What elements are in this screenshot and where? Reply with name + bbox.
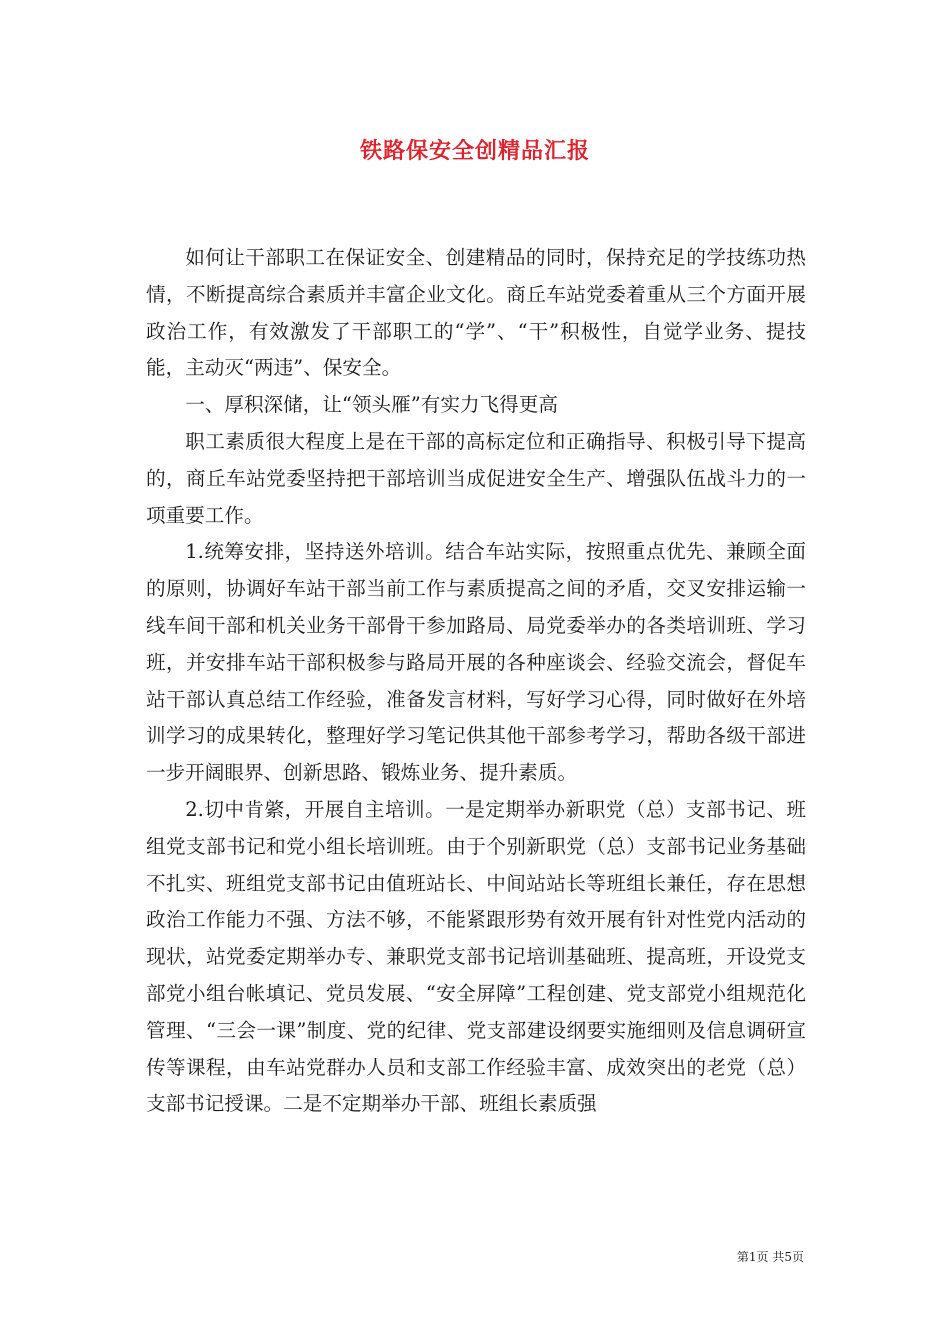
paragraph-item-1: 1.统筹安排，坚持送外培训。结合车站实际，按照重点优先、兼顾全面的原则，协调好车站干部当前工作与素质提高之间的矛盾，交叉安排运输一线车间干部和机关业务干部骨干参加路局、局党委举办的各类培训班、学习班，并安排车站干部积极参与路局开展的各种座谈会、经验交流会，督促车站干部认真总结工作经验，准备发言材料，写好学习心得，同时做好在外培训学习的成果转化，整理好学习笔记供其他干部参考学习，帮助各级干部进一步开阔眼界、创新思路、锻炼业务、提升素质。: [146, 540, 806, 785]
document-body: [146, 240, 806, 1123]
paragraph-section-1: 职工素质很大程度上是在干部的高标定位和正确指导、积极引导下提高的，商丘车站党委坚持把干部培训当成促进安全生产、增强队伍战斗力的一项重要工作。: [146, 429, 806, 527]
paragraph-item-2: 2.切中肯綮，开展自主培训。一是定期举办新职党（总）支部书记、班组党支部书记和党小组长培训班。由于个别新职党（总）支部书记业务基础不扎实、班组党支部书记由值班站长、中间站站长等班组长兼任，存在思想政治工作能力不强、方法不够，不能紧跟形势有效开展有针对性党内活动的现状，站党委定期举办专、兼职党支部书记培训基础班、提高班，开设党支部党小组台帐填记、党员发展、“安全屏障”工程创建、党支部党小组规范化管理、“三会一课”制度、党的纪律、党支部建设纲要实施细则及信息调研宣传等课程，由车站党群办人员和支部工作经验丰富、成效突出的老党（总）支部书记授课。二是不定期举办干部、班组长素质强: [146, 797, 806, 1116]
document-title: 铁路保安全创精品汇报: [359, 138, 590, 164]
paragraph-intro: 如何让干部职工在保证安全、创建精品的同时，保持充足的学技练功热情，不断提高综合素质并丰富企业文化。商丘车站党委着重从三个方面开展政治工作，有效激发了干部职工的“学”、“干”积极性，自觉学业务、提技能，主动灭“两违”、保安全。: [146, 246, 806, 380]
section-heading-1: 一、厚积深储，让“领头雁”有实力飞得更高: [185, 393, 558, 417]
page-number: 第1页 共5页: [736, 1250, 804, 1264]
